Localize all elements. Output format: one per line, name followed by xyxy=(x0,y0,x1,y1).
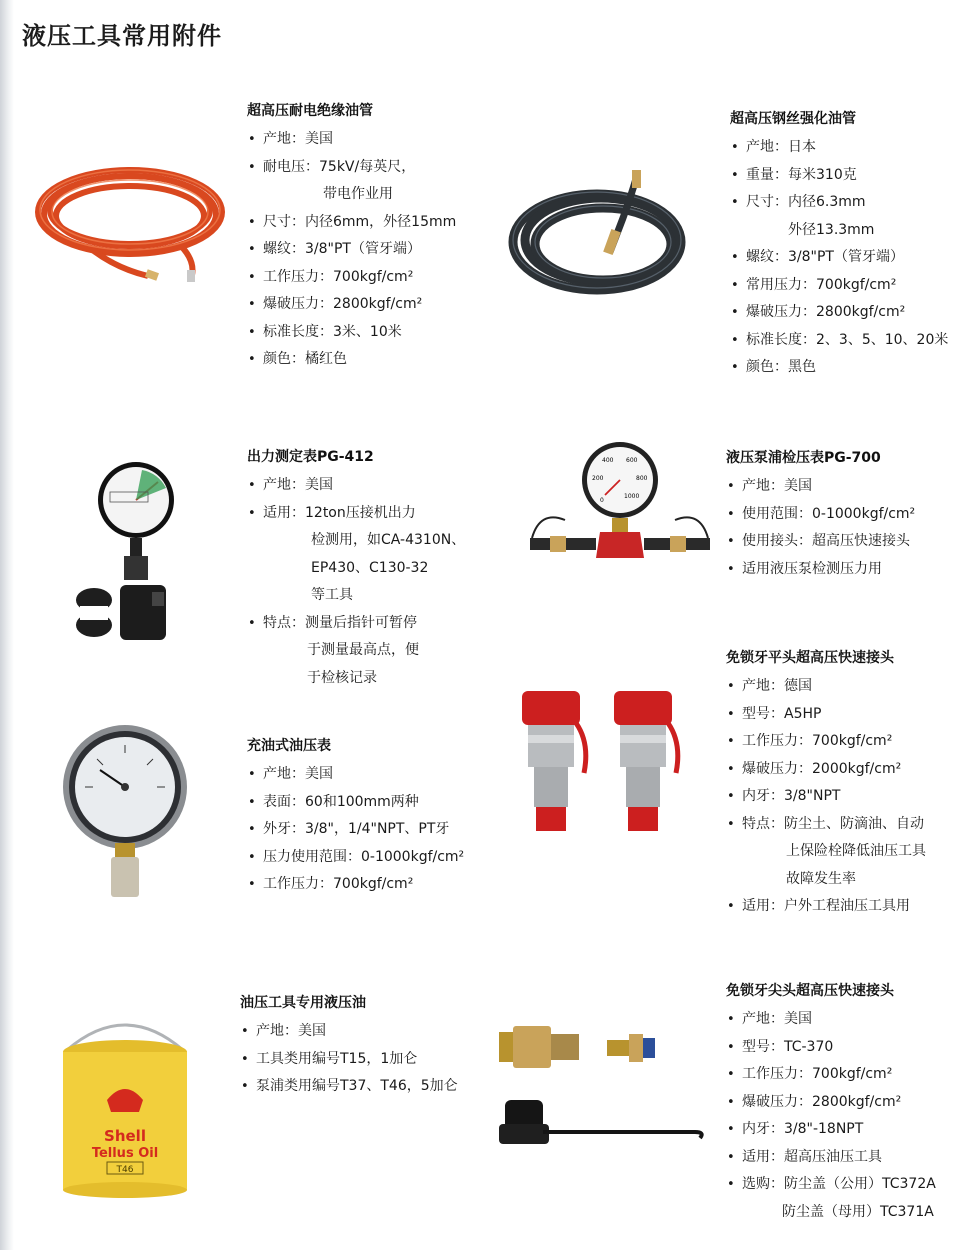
pg700-gauge-image xyxy=(520,440,720,570)
page-title: 液压工具常用附件 xyxy=(22,22,222,50)
product-pg412 xyxy=(247,446,465,692)
spec-item: • 常用压力：700kgf/cm² xyxy=(730,272,948,300)
spec-item: • 爆破压力：2800kgf/cm² xyxy=(726,1089,936,1117)
drum-product: Tellus Oil xyxy=(91,1146,159,1161)
spec-item: • 型号：A5HP xyxy=(726,701,926,729)
gauge-tick: 600 xyxy=(626,457,638,464)
product-steel-wire-hose xyxy=(730,108,948,382)
spec-item: • 内牙：3/8"NPT xyxy=(726,783,926,811)
product-title: 免锁牙平头超高压快速接头 xyxy=(726,650,894,666)
gauge-tick: 0 xyxy=(600,497,604,504)
spec-item: • 螺纹：3/8"PT（管牙端） xyxy=(730,244,948,272)
oil-gauge-image xyxy=(55,725,195,900)
spec-item: • 产地：美国 xyxy=(240,1018,458,1046)
spec-item: • 产地：美国 xyxy=(247,126,456,154)
spec-item: • 螺纹：3/8"PT（管牙端） xyxy=(247,236,456,264)
spec-item: • 选购：防尘盖（公用）TC372A xyxy=(726,1171,936,1199)
product-oil-gauge xyxy=(247,735,464,899)
spec-item-continued: 等工具 xyxy=(311,587,353,603)
drum-grade: T46 xyxy=(116,1165,134,1175)
spec-item: • 产地：日本 xyxy=(730,134,948,162)
flat-coupler-image xyxy=(510,683,690,848)
spec-item: • 标准长度：3米、10米 xyxy=(247,319,456,347)
product-insulated-hose xyxy=(247,100,456,374)
gauge-tick: 800 xyxy=(636,475,648,482)
product-title: 超高压耐电绝缘油管 xyxy=(247,103,373,119)
oil-drum-image xyxy=(55,1008,195,1198)
spec-item: • 特点：测量后指针可暂停 xyxy=(247,610,465,638)
product-hydraulic-oil xyxy=(240,992,458,1101)
page-edge xyxy=(0,0,14,1250)
product-title: 充油式油压表 xyxy=(247,738,331,754)
spec-item: • 使用范围：0-1000kgf/cm² xyxy=(726,501,915,529)
spec-item: • 特点：防尘土、防滴油、自动 xyxy=(726,811,926,839)
product-flat-coupler xyxy=(726,647,926,921)
spec-item-continued: 上保险栓降低油压工具 xyxy=(786,843,926,859)
spec-item: • 重量：每米310克 xyxy=(730,162,948,190)
spec-item: • 标准长度：2、3、5、10、20米 xyxy=(730,327,948,355)
product-pg700 xyxy=(726,447,915,583)
product-title: 油压工具专用液压油 xyxy=(240,995,366,1011)
pg412-gauge-image xyxy=(72,460,202,650)
spec-item: • 工作压力：700kgf/cm² xyxy=(247,871,464,899)
spec-item: • 工作压力：700kgf/cm² xyxy=(726,1061,936,1089)
product-pointed-coupler xyxy=(726,980,936,1226)
spec-item: • 适用液压泵检测压力用 xyxy=(726,556,915,584)
orange-hose-image xyxy=(30,150,230,290)
spec-item-continued: 故障发生率 xyxy=(786,870,856,887)
spec-item: • 工作压力：700kgf/cm² xyxy=(247,264,456,292)
product-title: 免锁牙尖头超高压快速接头 xyxy=(726,983,894,999)
spec-item: • 外牙：3/8"，1/4"NPT、PT牙 xyxy=(247,816,464,844)
product-title: 超高压钢丝强化油管 xyxy=(730,111,856,127)
spec-item: • 产地：美国 xyxy=(247,472,465,500)
spec-item: • 压力使用范围：0-1000kgf/cm² xyxy=(247,844,464,872)
spec-item: • 产地：美国 xyxy=(247,761,464,789)
pointed-coupler-image xyxy=(495,1020,725,1160)
spec-item: • 泵浦类用编号T37、T46，5加仑 xyxy=(240,1073,458,1101)
spec-item: • 工作压力：700kgf/cm² xyxy=(726,728,926,756)
spec-item: • 适用：超高压油压工具 xyxy=(726,1144,936,1172)
spec-item: • 爆破压力：2800kgf/cm² xyxy=(247,291,456,319)
spec-item: • 使用接头：超高压快速接头 xyxy=(726,528,915,556)
spec-item: • 适用：12ton压接机出力 xyxy=(247,500,465,528)
spec-item-continued: 于检核记录 xyxy=(307,669,377,686)
spec-item: • 型号：TC-370 xyxy=(726,1034,936,1062)
drum-brand: Shell xyxy=(104,1127,146,1145)
product-title: 出力测定表PG-412 xyxy=(247,449,374,465)
spec-item-continued: 检测用，如CA-4310N、 xyxy=(311,532,466,548)
spec-item-continued: 带电作业用 xyxy=(323,186,393,202)
spec-item-continued: 防尘盖（母用）TC371A xyxy=(782,1203,934,1220)
spec-item-continued: EP430、C130-32 xyxy=(311,559,429,576)
spec-item: • 适用：户外工程油压工具用 xyxy=(726,893,926,921)
spec-item-continued: 于测量最高点，便 xyxy=(307,642,419,658)
spec-item: • 爆破压力：2000kgf/cm² xyxy=(726,756,926,784)
black-hose-image xyxy=(505,160,705,305)
spec-item: • 产地：美国 xyxy=(726,473,915,501)
spec-item: • 产地：美国 xyxy=(726,1006,936,1034)
product-title: 液压泵浦检压表PG-700 xyxy=(726,450,881,466)
spec-item: • 颜色：黑色 xyxy=(730,354,948,382)
spec-item: • 尺寸：内径6.3mm xyxy=(730,189,948,217)
spec-item: • 产地：德国 xyxy=(726,673,926,701)
spec-item: • 内牙：3/8"-18NPT xyxy=(726,1116,936,1144)
spec-item: • 工具类用编号T15，1加仑 xyxy=(240,1046,458,1074)
gauge-tick: 200 xyxy=(592,475,604,482)
spec-item: • 表面：60和100mm两种 xyxy=(247,789,464,817)
spec-item: • 尺寸：内径6mm，外径15mm xyxy=(247,209,456,237)
spec-item: • 耐电压：75kV/每英尺， xyxy=(247,154,456,182)
spec-item: • 颜色：橘红色 xyxy=(247,346,456,374)
gauge-tick: 1000 xyxy=(624,493,640,500)
spec-item-continued: 外径13.3mm xyxy=(788,221,875,238)
spec-item: • 爆破压力：2800kgf/cm² xyxy=(730,299,948,327)
gauge-tick: 400 xyxy=(602,457,614,464)
